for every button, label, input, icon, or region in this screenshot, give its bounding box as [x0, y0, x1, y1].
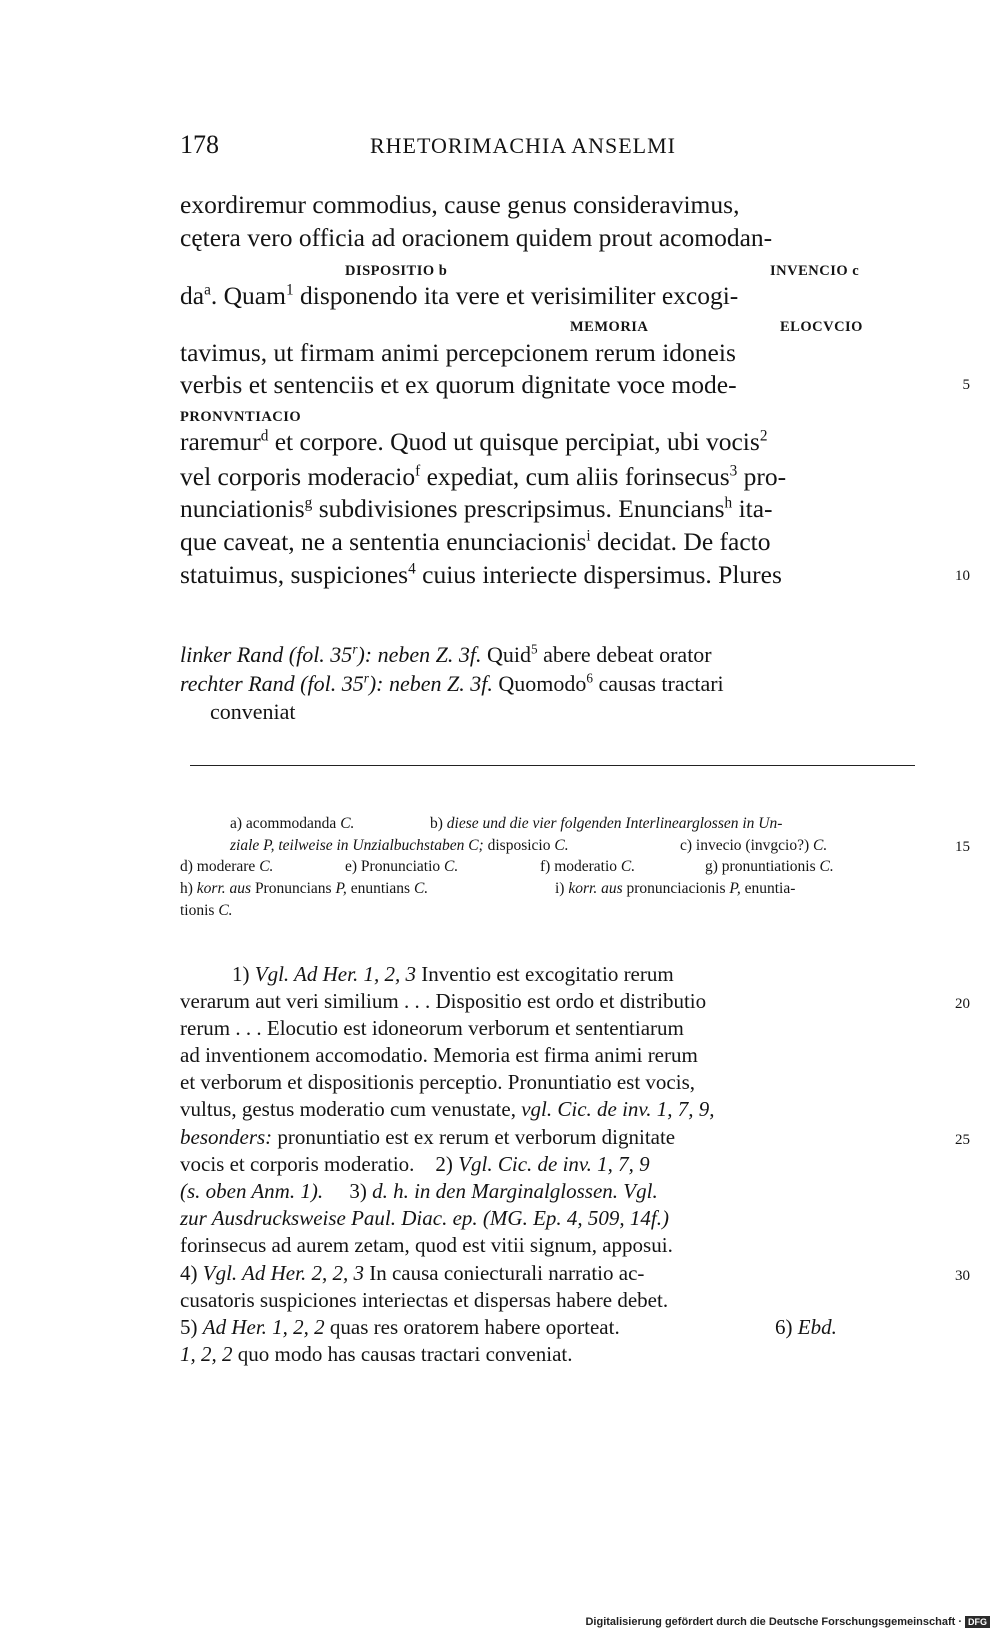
main-line-9: que caveat, ne a sententia enunciacionis$^i$ decidat. De facto	[180, 527, 771, 556]
footnote-line-10: zur Ausdrucksweise Paul. Diac. ep. (MG. Ep. 4, 509, 14f.)	[180, 1206, 669, 1230]
main-line-6: raremur$^d$ et corpore. Quod ut quisque percipiat, ubi vocis$^2$	[180, 427, 768, 456]
apparatus-divider	[190, 765, 915, 766]
line-number-5: 5	[962, 377, 970, 393]
apparatus-line-5: tionis C.	[180, 902, 233, 919]
main-line-2: cętera vero officia ad oracionem quidem prout acomodan-	[180, 223, 773, 252]
apparatus-line-3g: g) pronuntiationis C.	[705, 858, 834, 875]
main-line-4: tavimus, ut firmam animi percepcionem rerum idoneis	[180, 338, 736, 367]
footnote-line-14b: 6) Ebd.	[775, 1315, 837, 1339]
footnote-line-2: verarum aut veri similium . . . Dispositio est ordo et distributio	[180, 989, 707, 1013]
footnote-line-11: forinsecus ad aurem zetam, quod est vitii signum, apposui.	[180, 1233, 673, 1257]
line-number-10: 10	[955, 568, 970, 584]
dfg-logo: DFG	[965, 1616, 990, 1628]
footnote-line-5: et verborum et dispositionis perceptio. Pronuntiatio est vocis,	[180, 1070, 696, 1094]
main-line-10: statuimus, suspiciones$^4$ cuius interiecte dispersimus. Plures	[180, 560, 782, 589]
line-number-20: 20	[955, 996, 970, 1012]
footnote-line-4: ad inventionem accomodatio. Memoria est firma animi rerum	[180, 1043, 698, 1067]
apparatus-line-3d: d) moderare C.	[180, 858, 274, 875]
page-number: 178	[180, 130, 219, 159]
footnote-line-9: (s. oben Anm. 1). 3) d. h. in den Marginalglossen. Vgl.	[180, 1179, 658, 1203]
apparatus-line-1: a) acommodanda C.	[230, 815, 355, 832]
apparatus-line-2c: c) invecio (invgcio?) C.	[680, 837, 828, 854]
main-line-1: exordiremur commodius, cause genus consideravimus,	[180, 190, 740, 219]
gloss-pronunciacio: PRONVNTIACIO	[180, 409, 302, 425]
footnote-line-7: besonders: pronuntiatio est ex rerum et verborum dignitate	[180, 1125, 676, 1149]
credit-text: Digitalisierung gefördert durch die Deutsche Forschungsgemeinschaft ·	[585, 1616, 962, 1628]
footnote-line-8: vocis et corporis moderatio. 2) Vgl. Cic. de inv. 1, 7, 9	[180, 1152, 650, 1176]
main-line-5: verbis et sentenciis et ex quorum dignitate voce mode-	[180, 370, 737, 399]
line-number-25: 25	[955, 1132, 970, 1148]
gloss-memoria: MEMORIA	[570, 319, 649, 335]
footnote-line-14: 5) Ad Her. 1, 2, 2 quas res oratorem habere oporteat.	[180, 1315, 620, 1339]
running-title: RHETORIMACHIA ANSELMI	[370, 133, 677, 158]
apparatus-line-3e: e) Pronunciatio C.	[345, 858, 459, 875]
apparatus-line-2: ziale P, teilweise in Unzialbuchstaben C; disposicio C.	[230, 837, 569, 854]
digitization-credit	[585, 1616, 990, 1628]
gloss-elocucio: ELOCVCIO	[780, 319, 863, 335]
line-number-15: 15	[955, 839, 970, 855]
footnote-line-3: rerum . . . Elocutio est idoneorum verborum et sententiarum	[180, 1016, 684, 1040]
footnote-line-6: vultus, gestus moderatio cum venustate, vgl. Cic. de inv. 1, 7, 9,	[180, 1097, 715, 1121]
main-line-7: vel corporis moderacio$^f$ expediat, cum aliis forinsecus$^3$ pro-	[180, 462, 787, 491]
footnote-line-1: 1) Vgl. Ad Her. 1, 2, 3 Inventio est excogitatio rerum	[232, 962, 674, 986]
marginal-note-right-cont: conveniat	[210, 699, 296, 724]
marginal-note-right: rechter Rand (fol. 35$^r$): neben Z. 3f. Quomodo$^6$ causas tractari	[180, 670, 724, 696]
apparatus-line-1b: b) diese und die vier folgenden Interlinearglossen in Un-	[430, 815, 783, 832]
line-number-30: 30	[955, 1268, 970, 1284]
footnote-line-12: 4) Vgl. Ad Her. 2, 2, 3 In causa coniecturali narratio ac-	[180, 1261, 645, 1285]
gloss-dispositio: DISPOSITIO b	[345, 263, 448, 279]
main-line-8: nunciationis$^g$ subdivisiones prescripsimus. Enuncians$^h$ ita-	[180, 494, 773, 523]
apparatus-line-4h: h) korr. aus Pronuncians P, enuntians C.	[180, 880, 429, 897]
main-line-3: $da^a$. Quam$^1$ disponendo ita vere et verisimiliter excogi-	[180, 281, 739, 310]
footnote-line-15: 1, 2, 2 quo modo has causas tractari conveniat.	[180, 1342, 573, 1366]
apparatus-line-3f: f) moderatio C.	[540, 858, 636, 875]
footnote-line-13: cusatoris suspiciones interiectas et dispersas habere debet.	[180, 1288, 669, 1312]
apparatus-line-4i: i) korr. aus pronunciacionis P, enuntia-	[555, 880, 796, 897]
marginal-note-left: linker Rand (fol. 35$^r$): neben Z. 3f. Quid$^5$ abere debeat orator	[180, 641, 712, 667]
gloss-invencio: INVENCIO c	[770, 263, 860, 279]
